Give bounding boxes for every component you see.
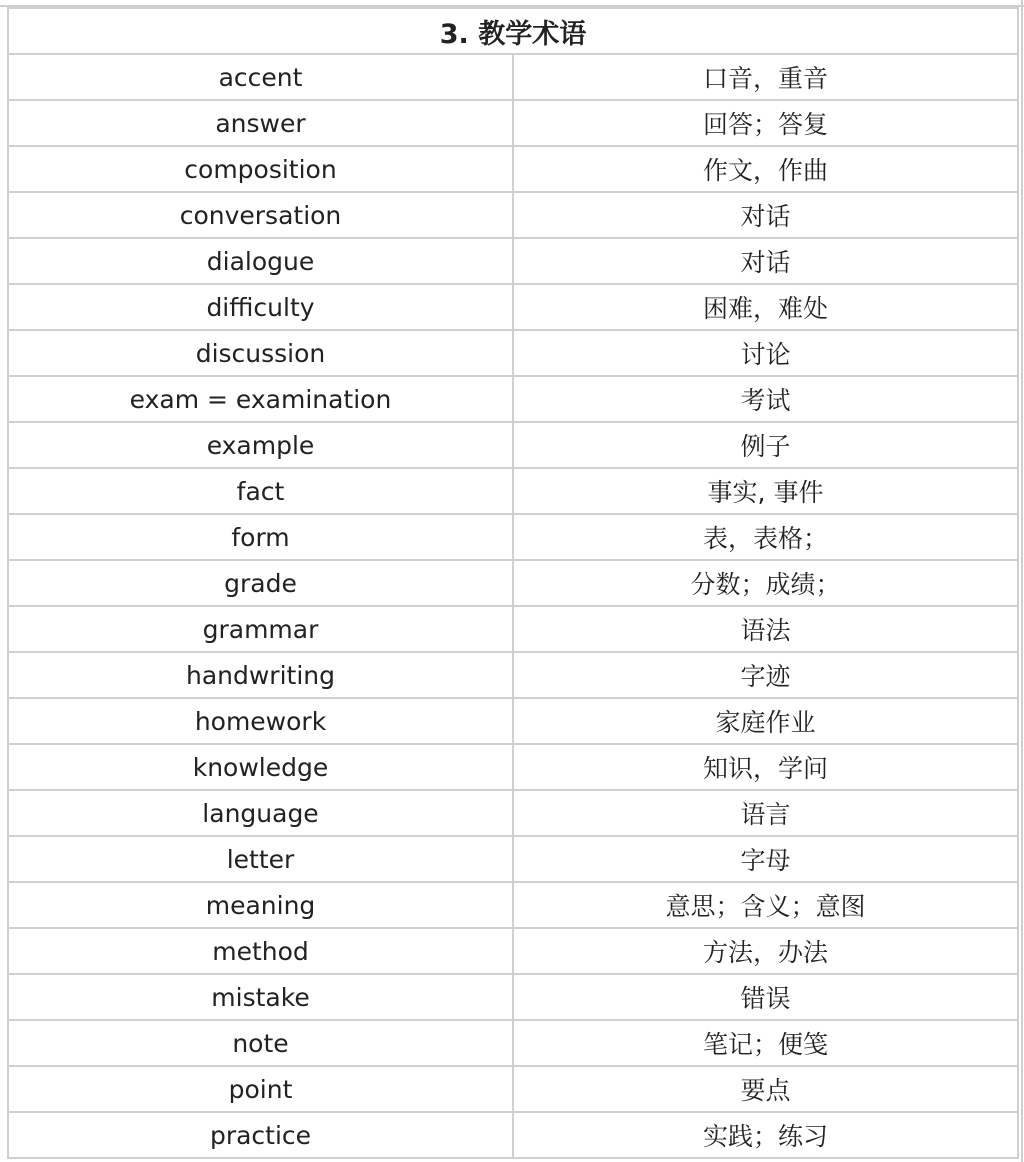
table-header-row [8,8,1018,54]
table-row [8,974,1018,1020]
chinese-meaning-cell[interactable]: 笔记；便笺 [513,1020,1018,1066]
grid-line [1021,0,1023,1162]
table-row [8,100,1018,146]
table-row [8,468,1018,514]
english-term-cell[interactable]: note [8,1020,513,1066]
table-row [8,790,1018,836]
chinese-meaning-cell[interactable]: 回答；答复 [513,100,1018,146]
chinese-meaning-cell[interactable]: 错误 [513,974,1018,1020]
vocabulary-table [7,7,1019,1159]
table-row [8,514,1018,560]
table-row [8,330,1018,376]
chinese-meaning-cell[interactable]: 字迹 [513,652,1018,698]
english-term-cell[interactable]: composition [8,146,513,192]
section-title[interactable]: 3. 教学术语 [8,8,1018,54]
table-row [8,698,1018,744]
english-term-cell[interactable]: handwriting [8,652,513,698]
chinese-meaning-cell[interactable]: 讨论 [513,330,1018,376]
english-term-cell[interactable]: accent [8,54,513,100]
table-row [8,928,1018,974]
table-row [8,146,1018,192]
english-term-cell[interactable]: discussion [8,330,513,376]
english-term-cell[interactable]: exam = examination [8,376,513,422]
english-term-cell[interactable]: letter [8,836,513,882]
english-term-cell[interactable]: practice [8,1112,513,1158]
chinese-meaning-cell[interactable]: 作文，作曲 [513,146,1018,192]
table-row [8,836,1018,882]
chinese-meaning-cell[interactable]: 语言 [513,790,1018,836]
table-row [8,1020,1018,1066]
table-row [8,284,1018,330]
english-term-cell[interactable]: form [8,514,513,560]
english-term-cell[interactable]: grade [8,560,513,606]
english-term-cell[interactable]: difficulty [8,284,513,330]
chinese-meaning-cell[interactable]: 表，表格； [513,514,1018,560]
chinese-meaning-cell[interactable]: 对话 [513,192,1018,238]
english-term-cell[interactable]: point [8,1066,513,1112]
chinese-meaning-cell[interactable]: 例子 [513,422,1018,468]
chinese-meaning-cell[interactable]: 字母 [513,836,1018,882]
table-row [8,744,1018,790]
table-row [8,238,1018,284]
chinese-meaning-cell[interactable]: 实践；练习 [513,1112,1018,1158]
english-term-cell[interactable]: fact [8,468,513,514]
chinese-meaning-cell[interactable]: 口音，重音 [513,54,1018,100]
chinese-meaning-cell[interactable]: 对话 [513,238,1018,284]
english-term-cell[interactable]: knowledge [8,744,513,790]
chinese-meaning-cell[interactable]: 考试 [513,376,1018,422]
chinese-meaning-cell[interactable]: 分数；成绩； [513,560,1018,606]
table-row [8,882,1018,928]
english-term-cell[interactable]: example [8,422,513,468]
chinese-meaning-cell[interactable]: 语法 [513,606,1018,652]
chinese-meaning-cell[interactable]: 知识，学问 [513,744,1018,790]
english-term-cell[interactable]: language [8,790,513,836]
chinese-meaning-cell[interactable]: 家庭作业 [513,698,1018,744]
english-term-cell[interactable]: conversation [8,192,513,238]
english-term-cell[interactable]: meaning [8,882,513,928]
table-row [8,54,1018,100]
english-term-cell[interactable]: homework [8,698,513,744]
table-row [8,422,1018,468]
chinese-meaning-cell[interactable]: 方法，办法 [513,928,1018,974]
table-row [8,1066,1018,1112]
english-term-cell[interactable]: answer [8,100,513,146]
chinese-meaning-cell[interactable]: 事实, 事件 [513,468,1018,514]
table-row [8,1112,1018,1158]
english-term-cell[interactable]: grammar [8,606,513,652]
english-term-cell[interactable]: method [8,928,513,974]
chinese-meaning-cell[interactable]: 要点 [513,1066,1018,1112]
chinese-meaning-cell[interactable]: 意思；含义；意图 [513,882,1018,928]
english-term-cell[interactable]: mistake [8,974,513,1020]
table-row [8,560,1018,606]
chinese-meaning-cell[interactable]: 困难，难处 [513,284,1018,330]
table-row [8,606,1018,652]
english-term-cell[interactable]: dialogue [8,238,513,284]
table-row [8,376,1018,422]
table-row [8,652,1018,698]
table-row [8,192,1018,238]
